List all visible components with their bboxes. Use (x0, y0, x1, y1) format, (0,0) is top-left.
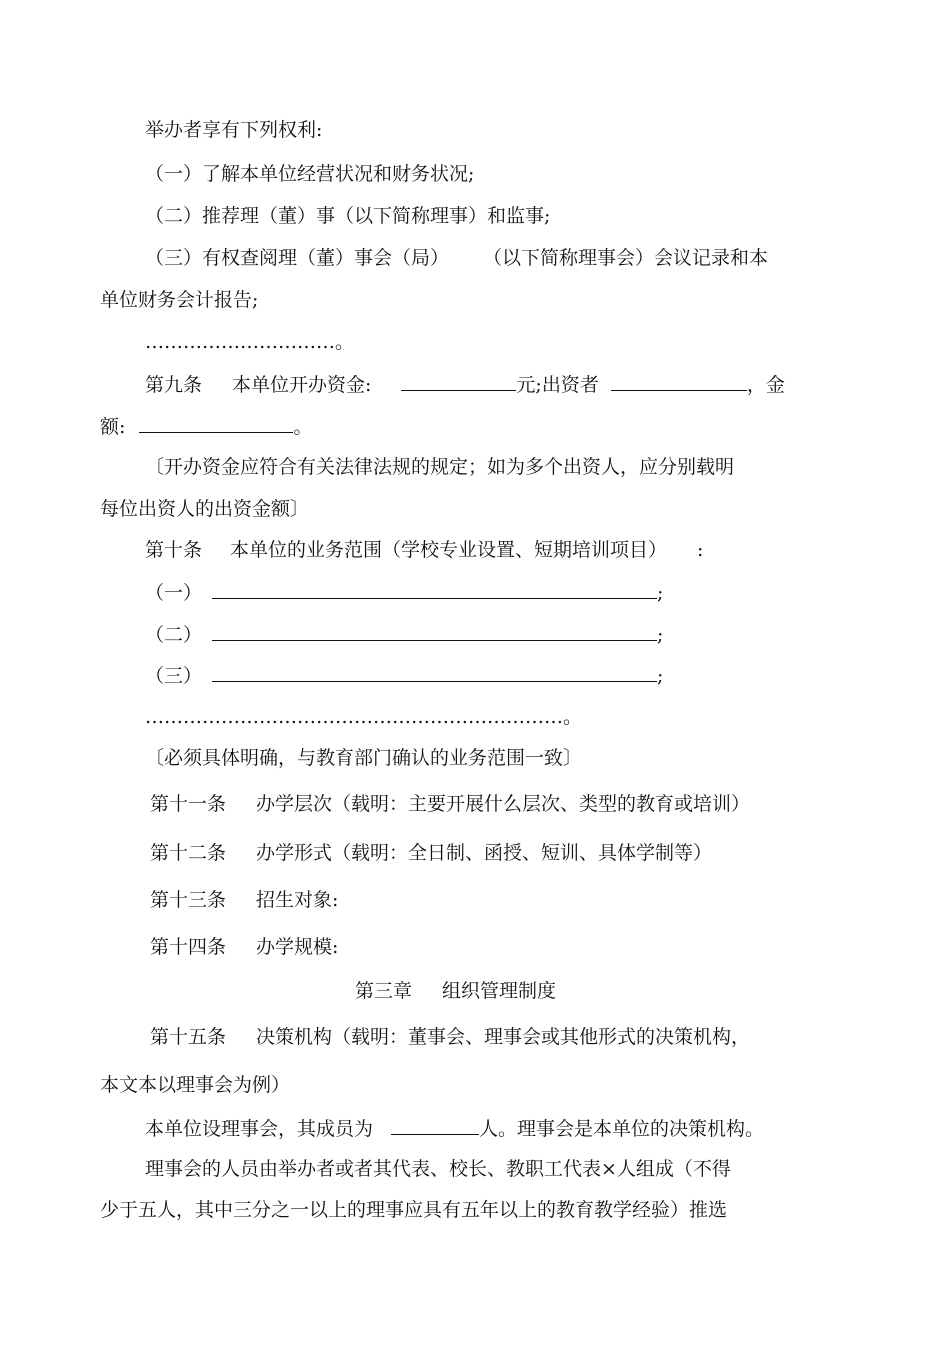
article-12 (150, 841, 712, 865)
right-item-3-part-a: （三）有权查阅理（董）事会（局） (145, 247, 450, 269)
capital-amount-blank[interactable] (401, 372, 516, 391)
business-scope-note: 〔必须具体明确，与教育部门确认的业务范围一致〕 (145, 747, 583, 769)
business-item-2 (145, 622, 663, 647)
capital-note: 〔开办资金应符合有关法律法规的规定；如为多个出资人，应分别载明 (145, 456, 735, 478)
business-item-3 (145, 663, 663, 688)
right-item-3 (145, 246, 768, 270)
chapter-3-number: 第三章 (355, 980, 413, 1002)
article-10 (145, 538, 703, 562)
article-11-text: 办学层次（载明：主要开展什么层次、类型的教育或培训） (256, 793, 751, 815)
article-15 (150, 1025, 750, 1049)
member-count-blank[interactable] (391, 1116, 479, 1135)
article-13-number: 第十三条 (150, 889, 227, 911)
council-composition-cont: 少于五人，其中三分之一以上的理事应具有五年以上的教育教学经验）推选 (100, 1199, 728, 1221)
investment-amount-blank[interactable] (139, 414, 293, 433)
article-10-colon: : (697, 539, 704, 561)
article-9-title: 本单位开办资金: (232, 374, 372, 396)
right-item-2: （二）推荐理（董）事（以下简称理事）和监事; (145, 205, 551, 227)
article-12-text: 办学形式（载明：全日制、函授、短训、具体学制等） (256, 842, 713, 864)
article-11 (150, 792, 750, 816)
article-14-text: 办学规模: (256, 936, 339, 958)
article-9-number: 第九条 (145, 374, 203, 396)
article-15-cont: 本文本以理事会为例） (100, 1074, 291, 1096)
business-item-1-semicolon: ; (657, 582, 664, 604)
ellipsis-line-2: …………………………………………………………。 (145, 706, 583, 728)
article-10-title: 本单位的业务范围（学校专业设置、短期培训项目） (230, 539, 668, 561)
amount-period: 。 (293, 416, 313, 438)
council-members-text-a: 本单位设理事会，其成员为 (145, 1118, 374, 1140)
council-composition: 理事会的人员由举办者或者其代表、校长、教职工代表×人组成（不得 (145, 1158, 731, 1180)
article-13-text: 招生对象: (256, 889, 339, 911)
council-members (145, 1116, 764, 1141)
article-13 (150, 888, 338, 912)
rights-intro: 举办者享有下列权利: (145, 119, 323, 141)
article-9 (145, 372, 785, 397)
right-item-1: （一）了解本单位经营状况和财务状况; (145, 163, 475, 185)
council-members-text-b: 人。理事会是本单位的决策机构。 (479, 1118, 765, 1140)
business-item-3-semicolon: ; (657, 665, 664, 687)
article-9-amount-label: ，金 (746, 374, 785, 396)
article-14-number: 第十四条 (150, 936, 227, 958)
business-item-3-blank[interactable] (212, 663, 657, 682)
business-item-2-blank[interactable] (212, 622, 657, 641)
article-15-text: 决策机构（载明：董事会、理事会或其他形式的决策机构， (256, 1026, 751, 1048)
business-item-2-semicolon: ; (657, 624, 664, 646)
article-14 (150, 935, 338, 959)
right-item-3-cont: 单位财务会计报告; (100, 289, 259, 311)
article-12-number: 第十二条 (150, 842, 227, 864)
business-item-1-blank[interactable] (212, 580, 657, 599)
article-10-number: 第十条 (145, 539, 203, 561)
amount-label: 额: (100, 416, 126, 438)
capital-note-cont: 每位出资人的出资金额〕 (100, 498, 310, 520)
chapter-3-title: 组织管理制度 (442, 980, 557, 1002)
investor-name-blank[interactable] (611, 372, 747, 391)
right-item-3-part-b: （以下简称理事会）会议记录和本 (483, 247, 769, 269)
business-item-3-label: （三） (145, 665, 203, 687)
chapter-3-heading (355, 979, 556, 1003)
business-item-2-label: （二） (145, 624, 203, 646)
article-11-number: 第十一条 (150, 793, 227, 815)
business-item-1 (145, 580, 663, 605)
business-item-1-label: （一） (145, 582, 203, 604)
article-9-cont (100, 414, 312, 439)
ellipsis-line-1: …………………………。 (145, 331, 355, 353)
article-9-unit: 元;出资者 (516, 374, 599, 396)
article-15-number: 第十五条 (150, 1026, 227, 1048)
